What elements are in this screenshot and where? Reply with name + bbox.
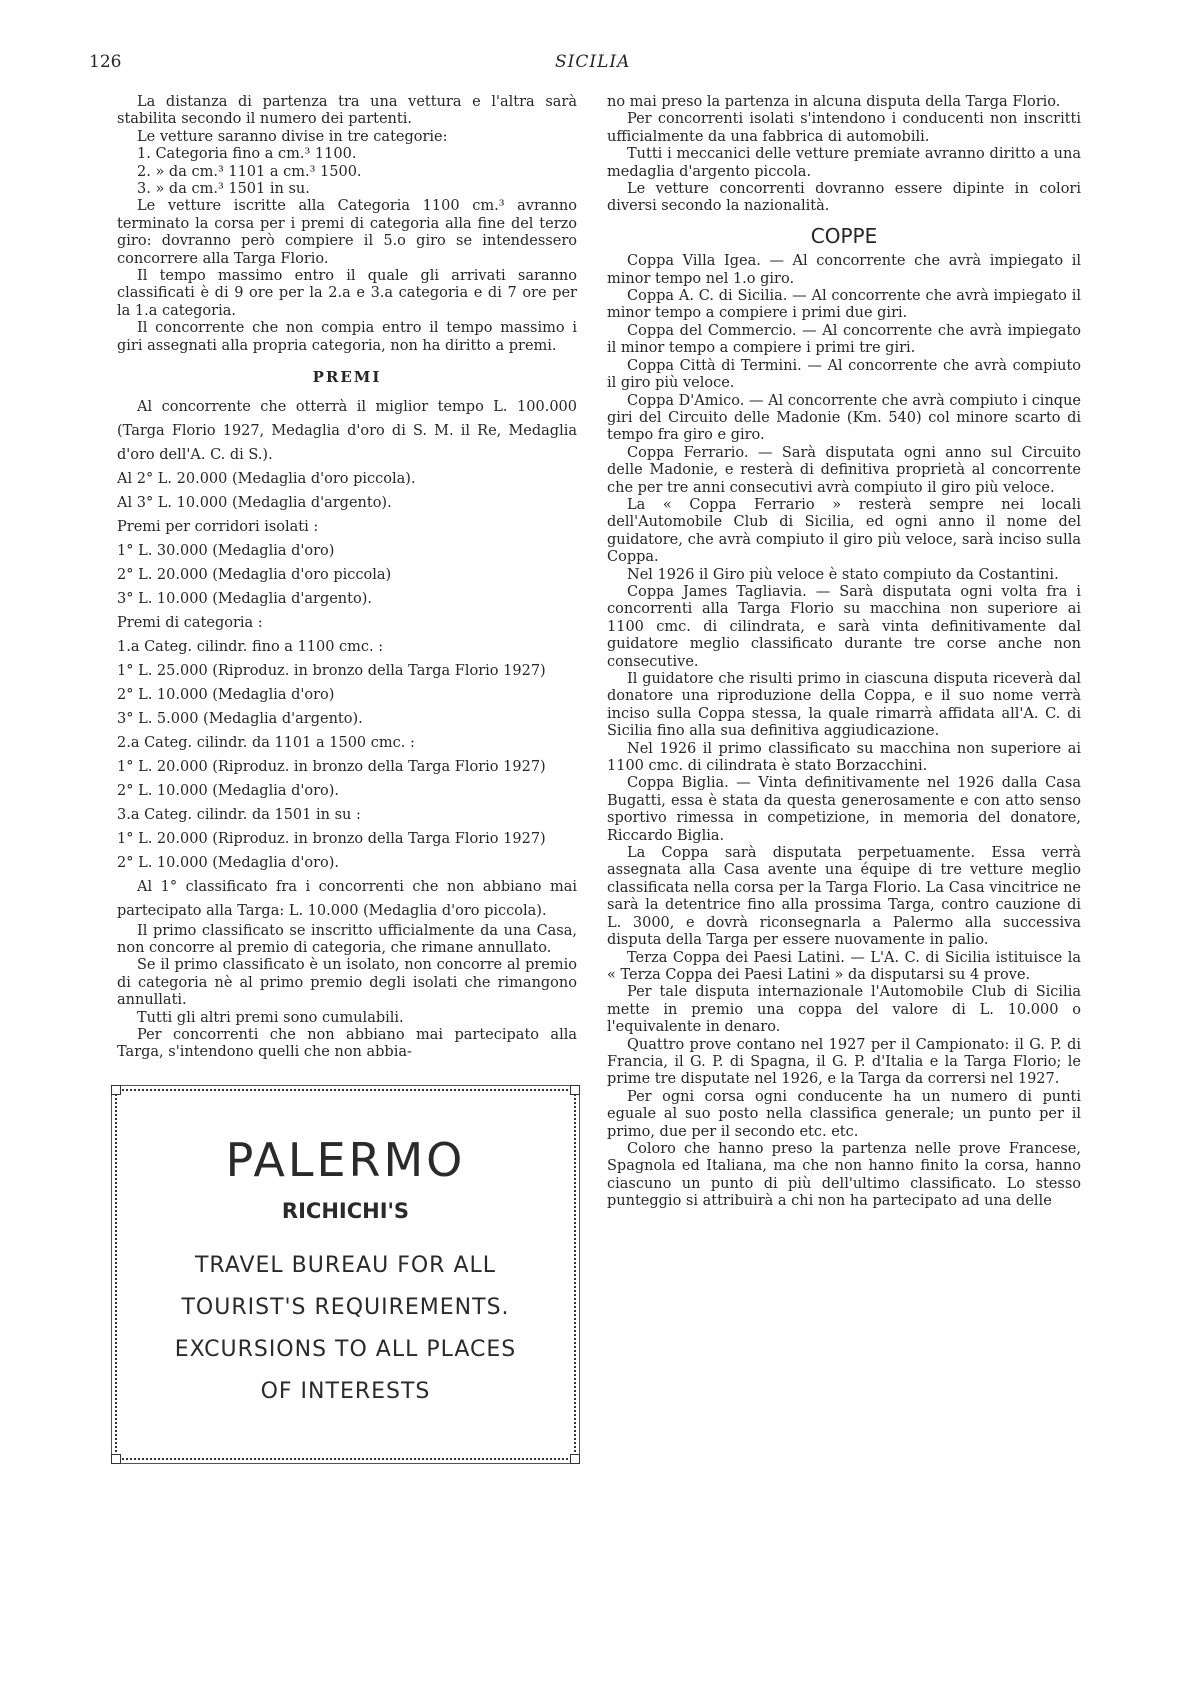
paragraph: Coloro che hanno preso la partenza nelle prove Francese, Spagnola ed Italiana, ma che non hanno finito la corsa, hanno ciascuno un punto di più dell'ultimo classificato. Lo stesso punteggio si attribuirà a chi non ha partecipato ad una delle <box>607 1140 1081 1210</box>
corner-ornament <box>111 1454 121 1464</box>
paragraph: Il guidatore che risulti primo in ciascuna disputa riceverà dal donatore una riproduzione della Coppa, e il suo nome verrà inciso sulla Coppa stessa, la quale rimarrà affidata all'A. C. di Sicilia fino alla sua definitiva aggiudicazione. <box>607 671 1081 740</box>
category-title: 2.a Categ. cilindr. da 1101 a 1500 cmc. : <box>117 734 415 751</box>
paragraph: Nel 1926 il Giro più veloce è stato compiuto da Costantini. <box>627 566 1059 583</box>
ad-title: PALERMO <box>225 1133 466 1187</box>
prize-line: 2° L. 10.000 (Medaglia d'oro) <box>117 686 335 703</box>
paragraph: Per concorrenti isolati s'intendono i conducenti non inscritti ufficialmente da una fabbrica di automobili. <box>607 111 1081 145</box>
advertisement-box <box>115 1089 576 1460</box>
paragraph: Al 1° classificato fra i concorrenti che non abbiano mai partecipato alla Targa: L. 10.000 (Medaglia d'oro piccola). <box>117 878 577 919</box>
page-header <box>0 52 1191 76</box>
prize-line: 2° L. 10.000 (Medaglia d'oro). <box>117 854 340 871</box>
paragraph: Per tale disputa internazionale l'Automobile Club di Sicilia mette in premio una coppa del valore di L. 10.000 o l'equivalente in denaro. <box>607 984 1081 1036</box>
paragraph: Le vetture concorrenti dovranno essere dipinte in colori diversi secondo la nazionalità. <box>607 181 1081 215</box>
paragraph: Coppa A. C. di Sicilia. — Al concorrente che avrà impiegato il minor tempo a compiere i primi due giri. <box>607 288 1081 322</box>
prize-line: Al 2° L. 20.000 (Medaglia d'oro piccola). <box>117 470 416 487</box>
corner-ornament <box>111 1085 121 1095</box>
premi-heading: PREMI <box>312 368 382 387</box>
section-title: Premi per corridori isolati : <box>117 518 319 535</box>
paragraph: Per concorrenti che non abbiano mai partecipato alla Targa, s'intendono quelli che non abbia- <box>117 1026 577 1061</box>
paragraph: Il tempo massimo entro il quale gli arrivati saranno classificati è di 9 ore per la 2.a e 3.a categoria e di 7 ore per la 1.a categoria. <box>117 268 577 319</box>
prize-line: 2° L. 20.000 (Medaglia d'oro piccola) <box>117 566 392 583</box>
coppe-heading: COPPE <box>810 223 878 248</box>
paragraph: Terza Coppa dei Paesi Latini. — L'A. C. di Sicilia istituisce la « Terza Coppa dei Paesi Latini » da disputarsi su 4 prove. <box>607 949 1081 983</box>
paragraph: Il primo classificato se inscritto ufficialmente da una Casa, non concorre al premio di categoria, che rimane annullato. <box>117 922 577 956</box>
ad-line: OF INTERESTS <box>260 1379 431 1404</box>
paragraph: La distanza di partenza tra una vettura e l'altra sarà stabilita secondo il numero dei partenti. <box>117 94 577 128</box>
ad-line: TOURIST'S REQUIREMENTS. <box>181 1295 510 1320</box>
ad-line: TRAVEL BUREAU FOR ALL <box>194 1253 497 1278</box>
paragraph: La « Coppa Ferrario » resterà sempre nei locali dell'Automobile Club di Sicilia, ed ogni anno il nome del guidatore, che avrà compiuto il giro più veloce, sarà inciso sulla Coppa. <box>607 496 1081 566</box>
paragraph: Quattro prove contano nel 1927 per il Campionato: il G. P. di Francia, il G. P. di Spagna, il G. P. d'Italia e la Targa Florio; le prime tre disputate nel 1926, e la Targa da corrersi nel 1927. <box>607 1036 1081 1088</box>
section-title: Premi di categoria : <box>117 614 263 631</box>
paragraph: Coppa Villa Igea. — Al concorrente che avrà impiegato il minor tempo nel 1.o giro. <box>607 253 1081 287</box>
corner-ornament <box>570 1085 580 1095</box>
paragraph: La Coppa sarà disputata perpetuamente. Essa verrà assegnata alla Casa avente una équipe di tre vetture meglio classificata nella corsa per la Targa Florio. La Casa vincitrice ne sarà la detentrice fino alla prossima Targa, contro cauzione di L. 3000, e dovrà riconsegnarla a Palermo alla successiva disputa della Targa per essere nuovamente in palio. <box>607 845 1081 949</box>
prize-line: 1° L. 25.000 (Riproduz. in bronzo della Targa Florio 1927) <box>117 662 546 679</box>
left-column <box>117 94 577 1062</box>
running-title: SICILIA <box>555 52 631 72</box>
prize-line: 3° L. 10.000 (Medaglia d'argento). <box>117 590 372 607</box>
category-line: 3. » da cm.³ 1501 in su. <box>137 181 310 198</box>
paragraph: Se il primo classificato è un isolato, non concorre al premio di categoria nè al primo premio degli isolati che rimangono annullati. <box>117 957 577 1009</box>
prize-line: 1° L. 20.000 (Riproduz. in bronzo della Targa Florio 1927) <box>117 830 546 847</box>
corner-ornament <box>570 1454 580 1464</box>
prize-line: 3° L. 5.000 (Medaglia d'argento). <box>117 710 363 727</box>
paragraph: Nel 1926 il primo classificato su macchina non superiore ai 1100 cmc. di cilindrata è stato Borzacchini. <box>607 740 1081 775</box>
prize-paragraph: Al concorrente che otterrà il miglior tempo L. 100.000 (Targa Florio 1927, Medaglia d'oro di S. M. il Re, Medaglia d'oro dell'A. C. di S.). <box>117 398 577 463</box>
prize-line: Al 3° L. 10.000 (Medaglia d'argento). <box>117 494 392 511</box>
paragraph: Per ogni corsa ogni conducente ha un numero di punti eguale al suo posto nella classifica generale; un punto per il primo, due per il secondo etc. etc. <box>607 1088 1081 1140</box>
category-title: 3.a Categ. cilindr. da 1501 in su : <box>117 806 361 823</box>
paragraph: Coppa D'Amico. — Al concorrente che avrà compiuto i cinque giri del Circuito delle Madonie (Km. 540) col minore scarto di tempo fra giro e giro. <box>607 392 1081 444</box>
paragraph: Coppa Città di Termini. — Al concorrente che avrà compiuto il giro più veloce. <box>607 357 1081 392</box>
paragraph: Coppa Ferrario. — Sarà disputata ogni anno sul Circuito delle Madonie, e resterà di definitiva proprietà al concorrente che per tre anni consecutivi avrà compiuto il giro più veloce. <box>607 444 1081 496</box>
page-number: 126 <box>89 52 122 72</box>
ad-line: EXCURSIONS TO ALL PLACES <box>174 1337 517 1362</box>
paragraph: Coppa del Commercio. — Al concorrente che avrà impiegato il minor tempo a compiere i primi tre giri. <box>607 322 1081 357</box>
prize-line: 1° L. 30.000 (Medaglia d'oro) <box>117 542 335 559</box>
paragraph: Il concorrente che non compia entro il tempo massimo i giri assegnati alla propria categoria, non ha diritto a premi. <box>117 320 577 354</box>
ad-subtitle: RICHICHI'S <box>281 1199 410 1223</box>
paragraph: Tutti i meccanici delle vetture premiate avranno diritto a una medaglia d'argento piccola. <box>607 146 1081 180</box>
paragraph: Le vetture iscritte alla Categoria 1100 cm.³ avranno terminato la corsa per i premi di categoria alla fine del terzo giro: dovranno però compiere il 5.o giro se intendessero concorrere alla Targa Florio. <box>117 198 577 267</box>
prize-line: 1° L. 20.000 (Riproduz. in bronzo della Targa Florio 1927) <box>117 758 546 775</box>
right-column <box>607 94 1081 1211</box>
category-line: 2. » da cm.³ 1101 a cm.³ 1500. <box>137 163 362 180</box>
prize-line: 2° L. 10.000 (Medaglia d'oro). <box>117 782 340 799</box>
category-line: 1. Categoria fino a cm.³ 1100. <box>137 146 357 163</box>
paragraph: Le vetture saranno divise in tre categorie: <box>137 128 448 145</box>
paragraph: Coppa James Tagliavia. — Sarà disputata ogni volta fra i concorrenti alla Targa Florio su macchina non superiore ai 1100 cmc. di cilindrata, e sarà vinta definitivamente dal guidatore meglio classificato durante tre corse anche non consecutive. <box>607 583 1081 670</box>
paragraph: Coppa Biglia. — Vinta definitivamente nel 1926 dalla Casa Bugatti, essa è stata da questa generosamente e con atto senso sportivo rimessa in competizione, in memoria del donatore, Riccardo Biglia. <box>607 775 1081 844</box>
category-title: 1.a Categ. cilindr. fino a 1100 cmc. : <box>117 638 384 655</box>
paragraph: Tutti gli altri premi sono cumulabili. <box>137 1009 404 1026</box>
paragraph: no mai preso la partenza in alcuna disputa della Targa Florio. <box>607 94 1061 110</box>
